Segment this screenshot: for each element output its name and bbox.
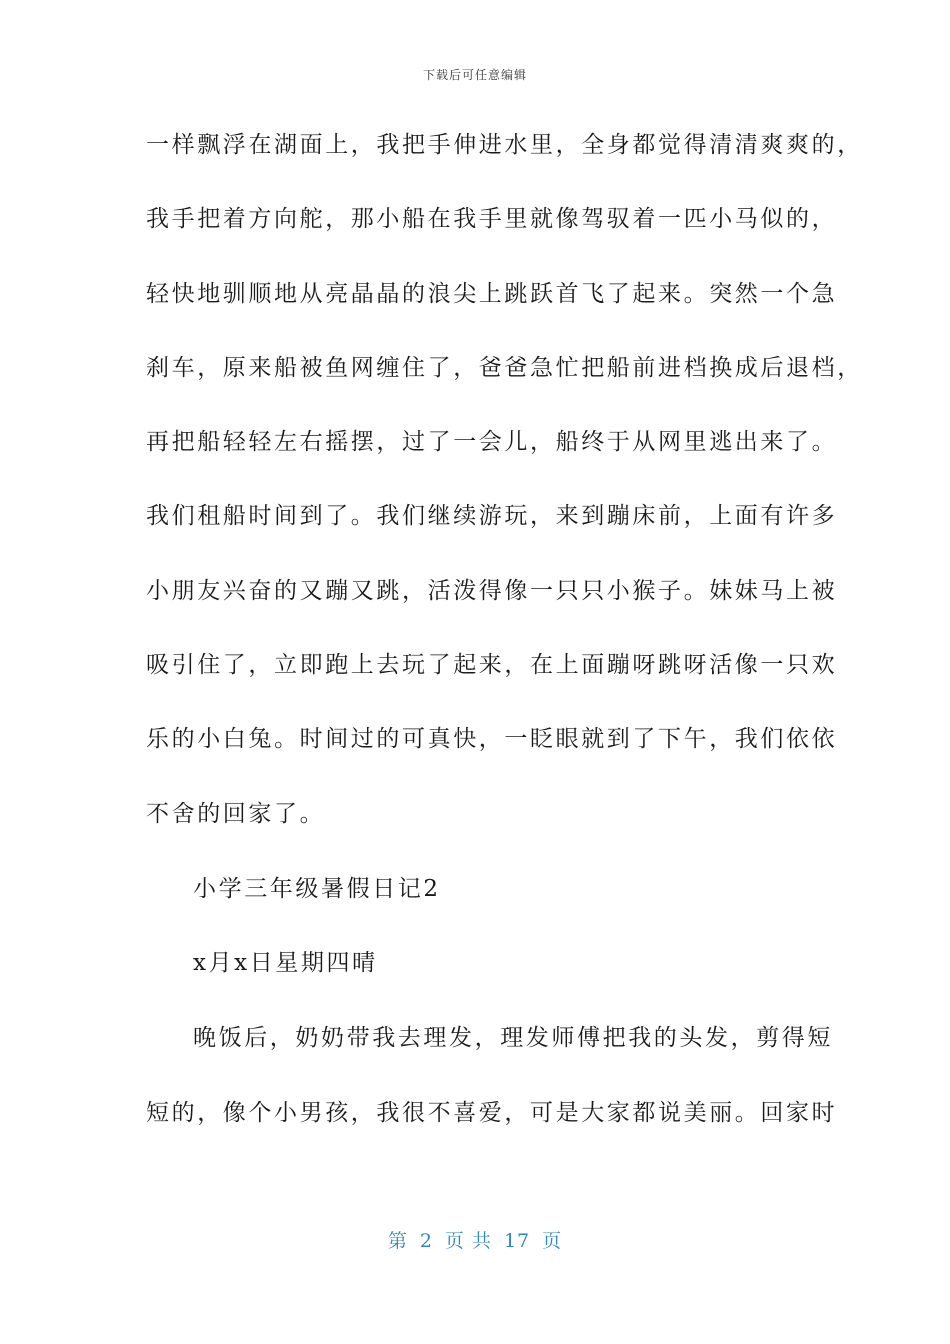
body-line: 晚饭后，奶奶带我去理发，理发师傅把我的头发，剪得短 [193,1025,833,1051]
body-line: 再把船轻轻左右摇摆，过了一会儿，船终于从网里逃出来了。 [146,429,838,455]
body-line: 刹车，原来船被鱼网缠住了，爸爸急忙把船前进档换成后退档， [146,355,863,381]
body-line: 轻快地驯顺地从亮晶晶的浪尖上跳跃首飞了起来。突然一个急 [146,281,838,307]
page-suffix: 页 [542,1230,563,1252]
body-line: 不舍的回家了。 [146,801,326,827]
page-middle: 页 共 [444,1230,492,1252]
body-line: 我们租船时间到了。我们继续游玩，来到蹦床前，上面有许多 [146,503,838,529]
body-line: 一样飘浮在湖面上，我把手伸进水里，全身都觉得清清爽爽的， [146,132,863,158]
diary-date: x月x日星期四晴 [193,950,378,976]
section-heading: 小学三年级暑假日记2 [193,876,441,902]
page-footer [0,1226,950,1253]
body-line: 吸引住了，立即跑上去玩了起来，在上面蹦呀跳呀活像一只欢 [146,652,838,678]
body-line: 小朋友兴奋的又蹦又跳，活泼得像一只只小猴子。妹妹马上被 [146,578,838,604]
body-line: 短的，像个小男孩，我很不喜爱，可是大家都说美丽。回家时 [146,1100,838,1126]
body-line: 乐的小白兔。时间过的可真快，一眨眼就到了下午，我们依依 [146,726,838,752]
body-line: 我手把着方向舵，那小船在我手里就像驾驭着一匹小马似的， [146,206,838,232]
page-number: 2 [419,1230,433,1252]
header-note: 下载后可任意编辑 [422,68,527,82]
page-prefix: 第 [387,1230,408,1252]
total-pages: 17 [503,1230,531,1252]
